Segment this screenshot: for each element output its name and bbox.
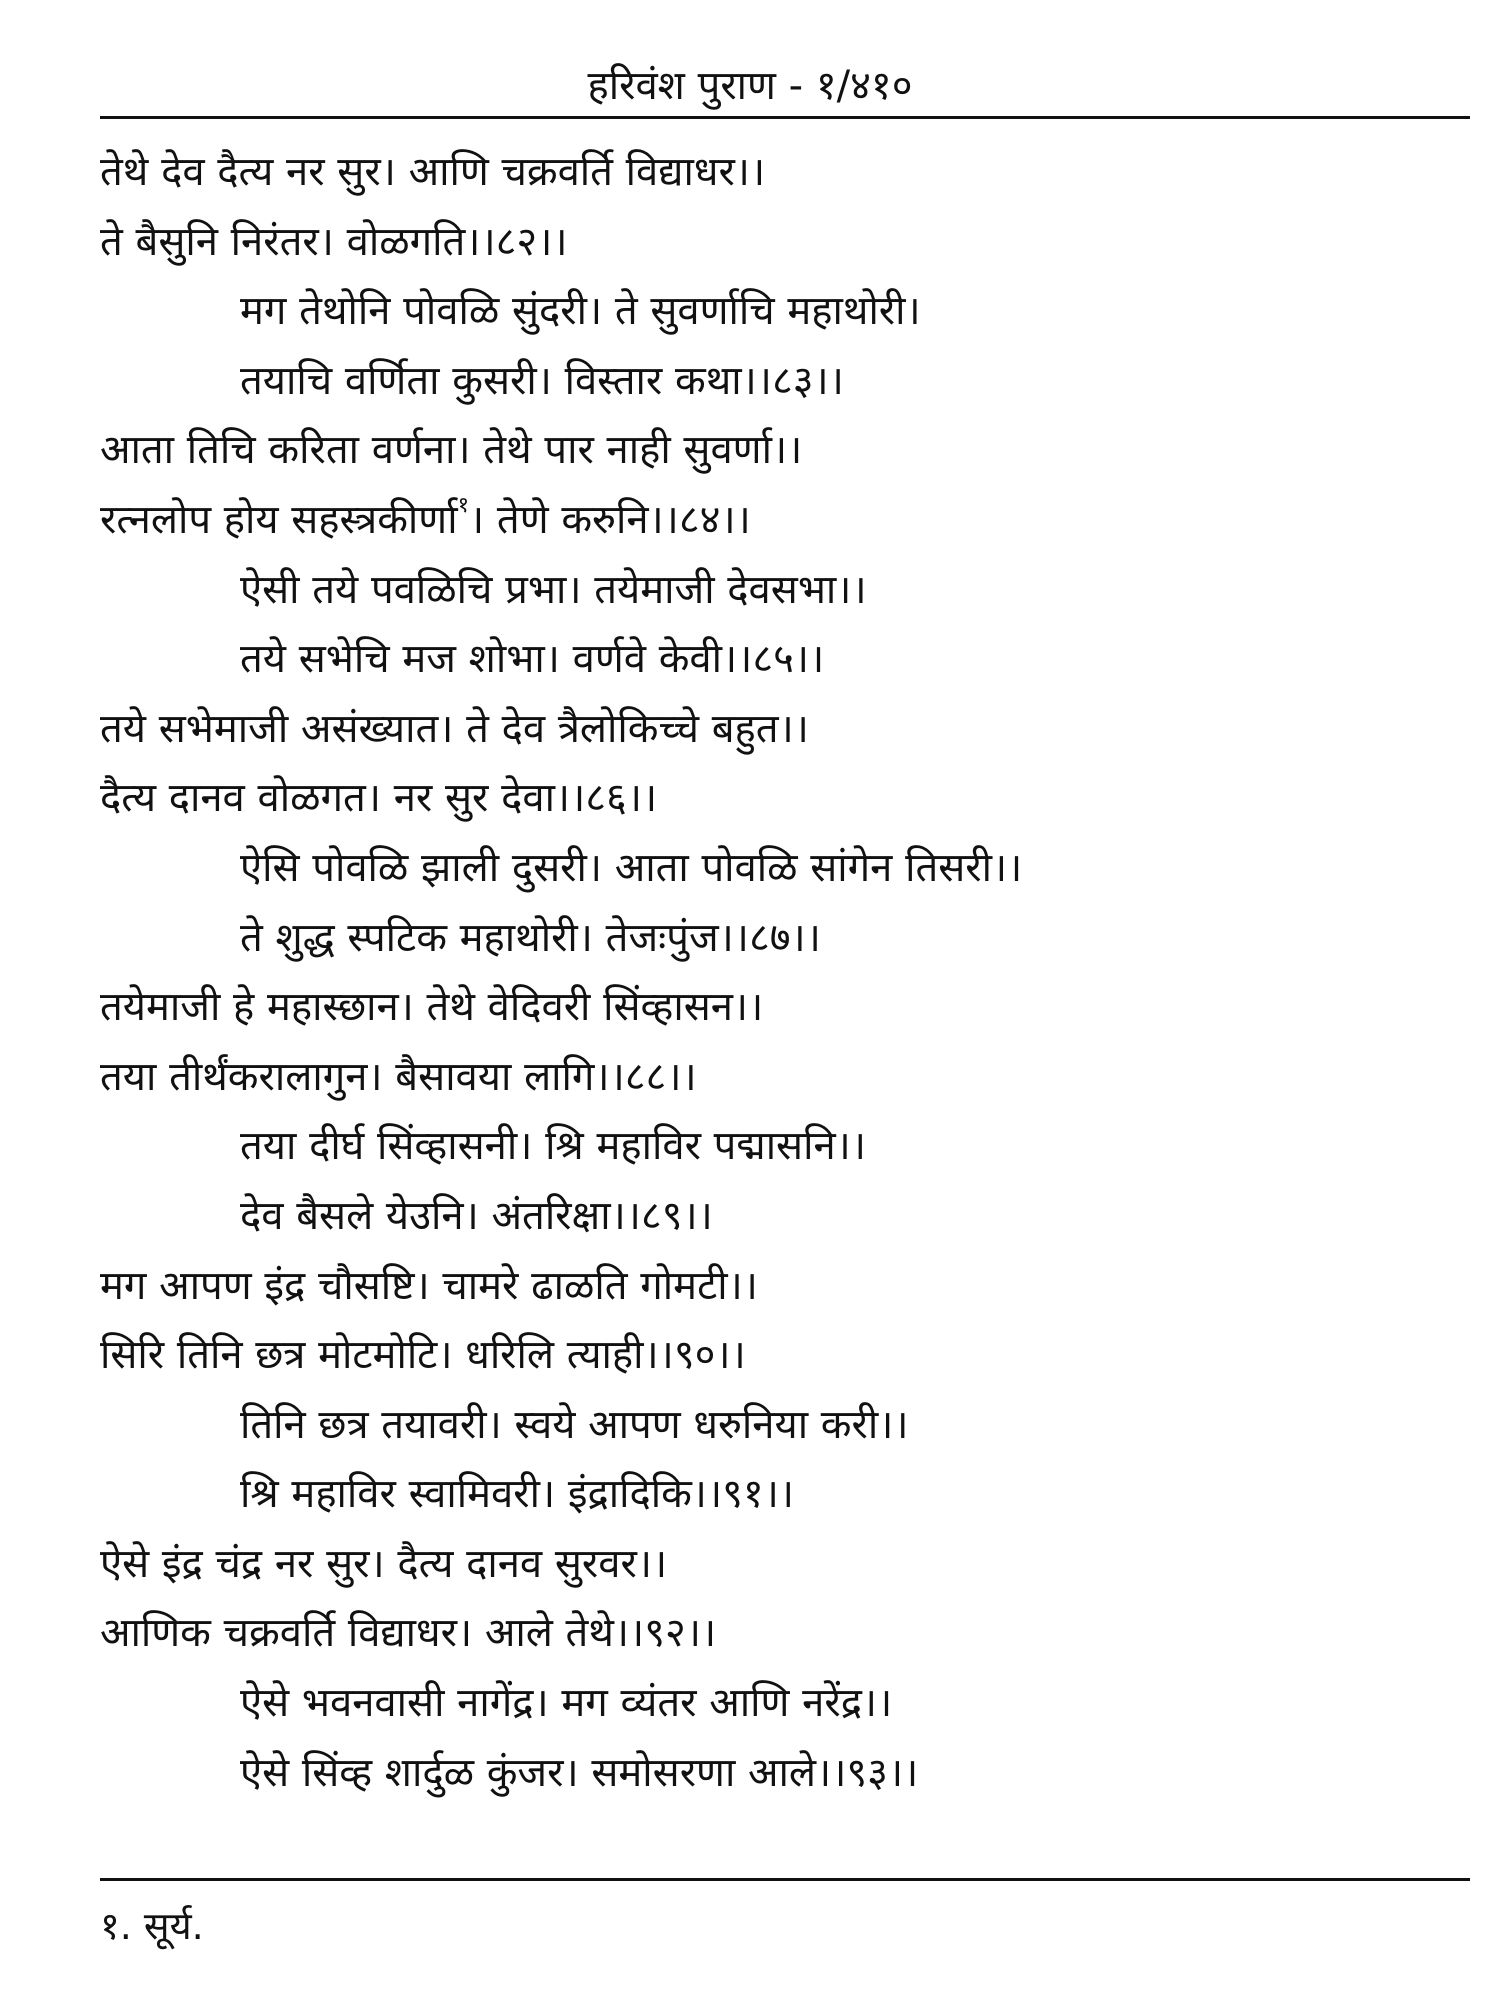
- verse-line: आणिक चक्रवर्ति विद्याधर। आले तेथे।।९२।।: [100, 1610, 717, 1657]
- verse-line: [100, 486, 1470, 556]
- verse-line: ऐसे इंद्र चंद्र नर सुर। दैत्य दानव सुरवर।।: [100, 1540, 668, 1587]
- verse-line: श्रि महाविर स्वामिवरी। इंद्रादिकि।।९१।।: [240, 1471, 795, 1518]
- verse-line: तया तीर्थंकरालागुन। बैसावया लागि।।८८।।: [100, 1053, 697, 1100]
- verse-line: तये सभेमाजी असंख्यात। ते देव त्रैलोकिच्चे बहुत।।: [100, 705, 809, 752]
- verse-line: ऐसे सिंव्ह शार्दुळ कुंजर। समोसरणा आले।।९३।।: [240, 1749, 919, 1796]
- verse-line: आता तिचि करिता वर्णना। तेथे पार नाही सुवर्णा।।: [100, 427, 803, 474]
- verse-line: दैत्य दानव वोळगत। नर सुर देवा।।८६।।: [100, 775, 658, 822]
- verse-line: देव बैसले येउनि। अंतरिक्षा।।८९।।: [240, 1192, 713, 1239]
- footnote-marker: १: [457, 492, 470, 518]
- verse-line: मग आपण इंद्र चौसष्टि। चामरे ढाळति गोमटी।।: [100, 1262, 758, 1309]
- verse-line: मग तेथोनि पोवळि सुंदरी। ते सुवर्णाचि महाथोरी।: [240, 288, 921, 335]
- verse-line: ते बैसुनि निरंतर। वोळगति।।८२।।: [100, 218, 568, 265]
- verse-line: ते शुद्ध स्पटिक महाथोरी। तेजःपुंज।।८७।।: [240, 914, 821, 961]
- verse-line: तयाचि वर्णिता कुसरी। विस्तार कथा।।८३।।: [240, 357, 844, 404]
- verse-line-text: । तेणे करुनि।।८४।।: [469, 496, 751, 543]
- verse-line: तेथे देव दैत्य नर सुर। आणि चक्रवर्ति विद्याधर।।: [100, 149, 766, 195]
- verse-line: तिनि छत्र तयावरी। स्वये आपण धरुनिया करी।।: [240, 1401, 909, 1448]
- header-rule: [100, 116, 1470, 119]
- verse-line: तया दीर्घ सिंव्हासनी। श्रि महाविर पद्मासनि।।: [240, 1123, 866, 1170]
- verse-line: ऐसि पोवळि झाली दुसरी। आता पोवळि सांगेन तिसरी।।: [240, 844, 1023, 891]
- footnote: १. सूर्य.: [100, 1904, 204, 1948]
- verse-line: ऐसे भवनवासी नागेंद्र। मग व्यंतर आणि नरेंद्र।।: [240, 1680, 893, 1727]
- verse-line: तयेमाजी हे महास्छान। तेथे वेदिवरी सिंव्हासन।।: [100, 984, 764, 1031]
- verse-body: [100, 138, 1470, 1808]
- page-header: हरिवंश पुराण - १/४१०: [587, 63, 913, 109]
- verse-line: तये सभेचि मज शोभा। वर्णवे केवी।।८५।।: [240, 636, 825, 683]
- verse-line: ऐसी तये पवळिचि प्रभा। तयेमाजी देवसभा।।: [240, 566, 867, 613]
- verse-line: सिरि तिनि छत्र मोटमोटि। धरिलि त्याही।।९०।।: [100, 1332, 746, 1379]
- verse-line-text: रत्नलोप होय सहस्त्रकीर्णा: [100, 496, 458, 543]
- footnote-rule: [100, 1878, 1470, 1881]
